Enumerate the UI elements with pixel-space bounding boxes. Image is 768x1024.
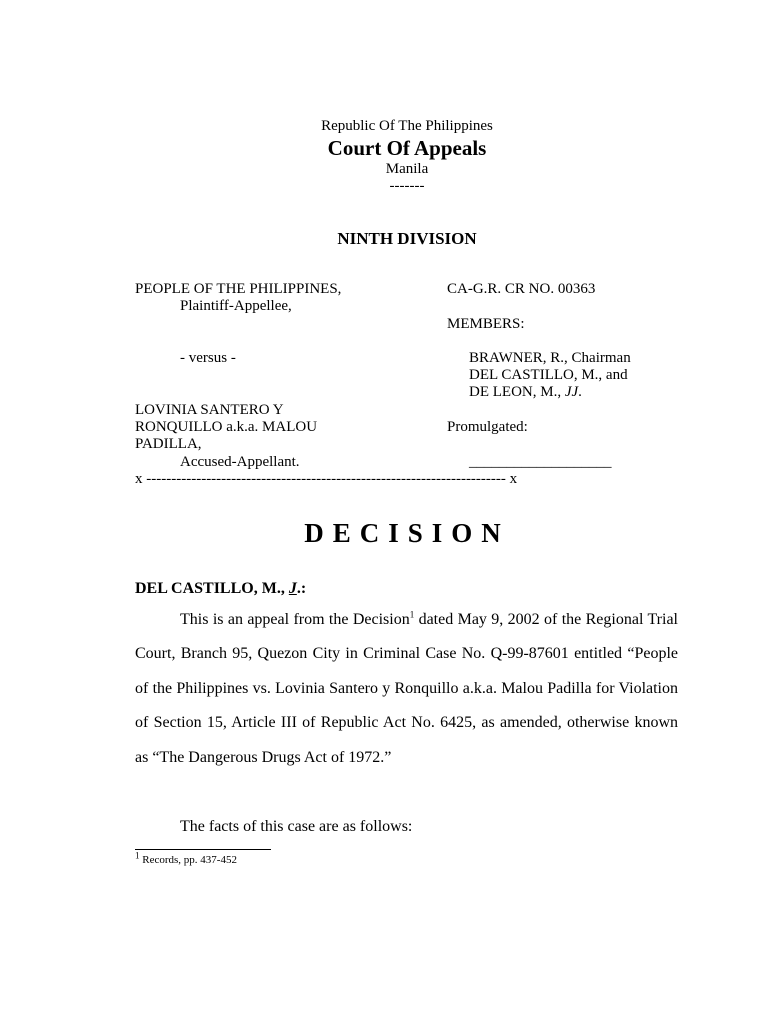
promulgated-label: Promulgated:: [447, 419, 528, 435]
accused-role: Accused-Appellant.: [180, 454, 300, 470]
paragraph-1-part2: dated May 9, 2002 of the Regional Trial Court, Branch 95, Quezon City in Criminal Case No. Q-99-87601 entitled “People of the Philippines vs. Lovinia Santero y Ronquillo a.k.a. Malou Padilla for Violation of Section 15, Article III of Republic Act No. 6425, as amended, otherwise known as “The Dangerous Drugs Act of 1972.”: [135, 611, 678, 766]
member-1: BRAWNER, R., Chairman: [469, 350, 631, 366]
accused-name-line2: RONQUILLO a.k.a. MALOU: [135, 419, 318, 435]
promulgated-blank: ___________________: [469, 454, 612, 470]
plaintiff-name: PEOPLE OF THE PHILIPPINES,: [135, 281, 342, 297]
accused-name-line3: PADILLA,: [135, 436, 202, 452]
court-name: Court Of Appeals: [327, 136, 487, 160]
plaintiff-role: Plaintiff-Appellee,: [180, 298, 292, 314]
footnote-1: [135, 850, 237, 866]
accused-name-line1: LOVINIA SANTERO Y: [135, 402, 284, 418]
member-2: DEL CASTILLO, M., and: [469, 367, 628, 383]
footnote-text: Records, pp. 437-452: [139, 854, 237, 866]
members-label: MEMBERS:: [447, 316, 525, 332]
ponente-name: DEL CASTILLO, M.,: [135, 580, 289, 597]
versus-label: - versus -: [180, 350, 236, 366]
member-3-name: DE LEON, M.,: [469, 384, 565, 400]
footnote-reference: 1: [409, 609, 415, 620]
paragraph-1-part1: This is an appeal from the Decision: [180, 611, 410, 628]
body-paragraph-1: [135, 603, 678, 775]
decision-title: DECISION: [304, 518, 510, 548]
footnote-separator: [135, 849, 271, 850]
republic-heading: Republic Of The Philippines: [321, 118, 493, 134]
ponente-end: .:: [296, 580, 307, 597]
ponente-line: [135, 580, 306, 598]
body-paragraph-2: The facts of this case are as follows:: [180, 818, 413, 835]
member-3-end: .: [578, 384, 582, 400]
caption-separator: x ------------------------------------------------------------------------ x: [135, 471, 518, 487]
member-3-suffix: JJ: [564, 384, 579, 400]
court-city: Manila: [385, 161, 429, 177]
member-3: [469, 384, 582, 401]
header-dashes: -------: [389, 178, 425, 194]
ponente-suffix: J: [288, 580, 297, 597]
division-heading: NINTH DIVISION: [337, 229, 477, 248]
case-number: CA-G.R. CR NO. 00363: [447, 281, 596, 297]
footnote-number: 1: [135, 850, 140, 861]
